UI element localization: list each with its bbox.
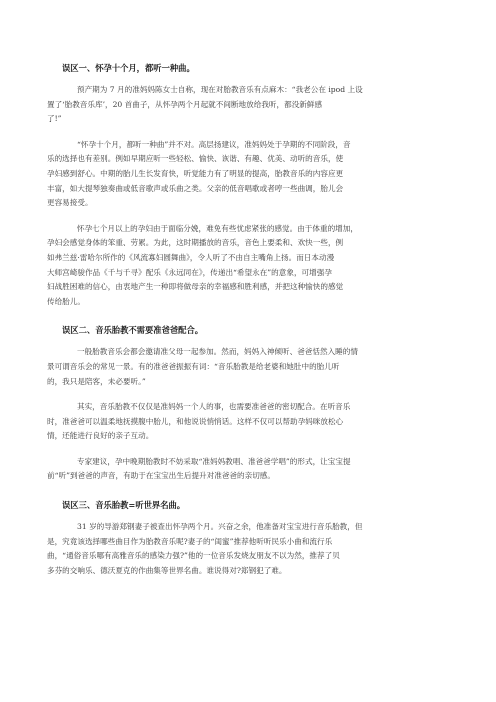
section-heading-3: 误区三、音乐胎教=听世界名曲。 bbox=[62, 500, 186, 511]
text-line: 丰富，如大提琴独奏曲或低音歌声或乐曲之类。父亲的低音唱歌或者哼一些曲调，胎儿会 bbox=[47, 183, 344, 193]
paragraph-2-2 bbox=[47, 400, 434, 444]
text-line: 孕妇会感觉身体的笨重、劳累。为此，这时期播放的音乐，音色上要柔和、欢快一些，例 bbox=[47, 238, 344, 248]
text-line: 其实，音乐胎教不仅仅是准妈妈一个人的事，也需要准爸爸的密切配合。在听音乐 bbox=[77, 402, 351, 412]
text-line: 妇战胜困难的信心，由衷地产生一种即将做母亲的幸福感和胜利感，并把这种愉快的感觉 bbox=[47, 282, 344, 292]
section-heading-2: 误区二、音乐胎教不需要准爸爸配合。 bbox=[62, 325, 204, 336]
text-line: 专家建议，孕中晚期胎教时不妨采取“准妈妈教唱、准爸爸学唱”的形式，让宝宝提 bbox=[77, 456, 351, 466]
paragraph-2-3 bbox=[47, 455, 434, 484]
document-page bbox=[47, 62, 434, 578]
text-line: 传给胎儿。 bbox=[47, 296, 85, 306]
text-line: 情，还能进行良好的亲子互动。 bbox=[47, 431, 154, 441]
paragraph-1-2 bbox=[47, 138, 434, 211]
section-heading-1: 误区一、怀孕十个月，都听一种曲。 bbox=[62, 63, 195, 73]
text-line: 的，我只是陪客，未必要听。” bbox=[47, 376, 146, 386]
text-line: 孕妇感到舒心。中期的胎儿生长发育快，听觉能力有了明显的提高，胎教音乐的内容应更 bbox=[47, 168, 344, 178]
text-line: 是，究竟该选择哪些曲目作为胎教音乐呢?妻子的“闺蜜”推荐他听听民乐小曲和流行乐 bbox=[47, 536, 333, 546]
text-line: 多芬的交响乐、德沃夏克的作曲集等世界名曲。谁说得对?郑钢犯了难。 bbox=[47, 565, 287, 575]
paragraph-3-1 bbox=[47, 520, 434, 578]
text-line: 预产期为 7 月的准妈妈陈女士自称，现在对胎教音乐有点麻木：“我老公在 ipod 上设 bbox=[77, 85, 363, 94]
text-line: 31 岁的导游郑钢妻子被查出怀孕两个月。兴奋之余，他准备对宝宝进行音乐胎教，但 bbox=[77, 522, 363, 532]
text-line: 更容易接受。 bbox=[47, 198, 93, 208]
text-line: 前“听”到爸爸的声音，有助于在宝宝出生后提升对准爸爸的亲切感。 bbox=[47, 471, 275, 481]
paragraph-1-3 bbox=[47, 222, 434, 310]
text-line: 一般胎教音乐会都会邀请准父母一起参加。然而，妈妈入神倾听、爸爸恬然入睡的情 bbox=[77, 347, 358, 357]
text-line: 怀孕七个月以上的孕妇由于面临分娩，难免有些忧虑紧张的感觉。由于体重的增加， bbox=[77, 223, 358, 233]
text-line: 时，准爸爸可以温柔地抚摸腹中胎儿，和他说说悄悄话。这样不仅可以帮助孕妈咪放松心 bbox=[47, 416, 344, 426]
text-line: 了!” bbox=[47, 114, 62, 124]
text-line: 大师宫崎骏作品《千与千寻》配乐《永远同在》，传递出“希望永在”的意象，可增强孕 bbox=[47, 267, 332, 277]
text-line: 乐的选择也有差别。例如早期应听一些轻松、愉快、诙谐、有趣、优美、动听的音乐，使 bbox=[47, 154, 344, 164]
text-line: “怀孕十个月，都听一种曲”并不对。高层扬建议，准妈妈处于孕期的不同阶段，音 bbox=[77, 139, 351, 149]
paragraph-2-1 bbox=[47, 345, 434, 389]
text-line: 曲，“通俗音乐哪有高雅音乐的感染力强?”他的一位音乐发烧友朋友不以为然，推荐了贝 bbox=[47, 551, 340, 561]
paragraph-1-1 bbox=[47, 83, 434, 127]
text-line: 如弗兰兹·雷哈尔所作的《风流寡妇圆舞曲》，令人听了不由自主嘴角上扬。而日本动漫 bbox=[47, 252, 335, 262]
text-line: 景可谓音乐会的常见一景。有的准爸爸振振有词：“音乐胎教是给老婆和她肚中的胎儿听 bbox=[47, 361, 340, 371]
text-line: 置了‘胎教音乐库’，20 首曲子，从怀孕两个月起就不间断地放给我听，都没新鲜感 bbox=[47, 99, 323, 109]
